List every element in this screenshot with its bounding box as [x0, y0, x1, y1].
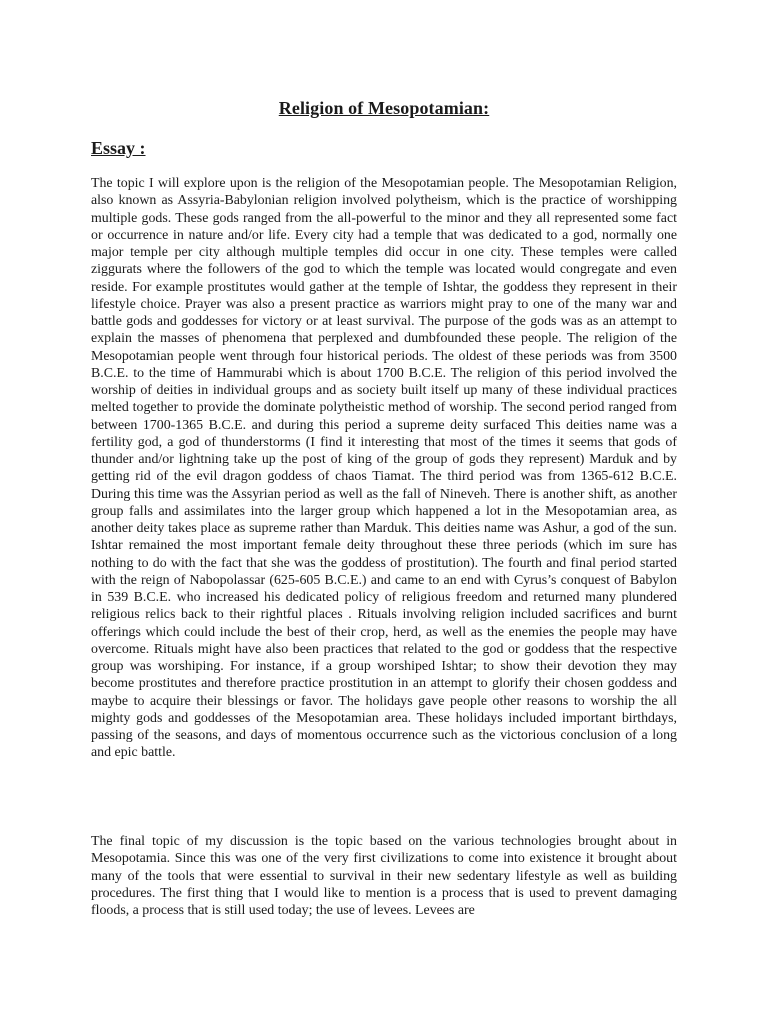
document-title: Religion of Mesopotamian:: [278, 98, 490, 118]
body-paragraph-2: The final topic of my discussion is the topic based on the various technologies brought about in Mesopotamia. Since this was one of the very first civilizations to come into existence it brought about many of the tools that were essential to survival in their new sedentary lifestyle as well as building procedures. The first thing that I would like to mention is a process that is used to prevent damaging floods, a process that is still used today; the use of levees. Levees are: [91, 834, 677, 918]
body-paragraph-1: The topic I will explore upon is the religion of the Mesopotamian people. The Mesopotamian Religion, also known as Assyria-Babylonian religion involved polytheism, which is the practice of worshipping multiple gods. These gods ranged from the all-powerful to the minor and they all represented some fact or occurrence in nature and/or life. Every city had a temple that was dedicated to a god, normally one major temple per city although multiple temples did occur in one city. These temples were called ziggurats where the followers of the god to which the temple was located would congregate and even reside. For example prostitutes would gather at the temple of Ishtar, the goddess they represent in their lifestyle choice. Prayer was also a present practice as warriors might pray to one of the many war and battle gods and goddesses for victory or at least survival. The purpose of the gods was as an attempt to explain the masses of phenomena that perplexed and dumbfounded these people. The religion of the Mesopotamian people went through four historical periods. The oldest of these periods was from 3500 B.C.E. to the time of Hammurabi which is about 1700 B.C.E. The religion of this period involved the worship of deities in individual groups and as society built itself up many of these individual practices melted together to provide the dominate polytheistic method of worship. The second period ranged from between 1700-1365 B.C.E. and during this period a supreme deity surfaced This deities name was a fertility god, a god of thunderstorms (I find it interesting that most of the times it seems that gods of thunder and/or lightning take up the post of king of the group of gods they represent) Marduk and by getting rid of the evil dragon goddess of chaos Tiamat. The third period was from 1365-612 B.C.E. During this time was the Assyrian period as well as the fall of Nineveh. There is another shift, as another group falls and assimilates into the larger group which happened a lot in the Mesopotamian area, as another deity takes place as supreme rather than Marduk. This deities name was Ashur, a god of the sun. Ishtar remained the most important female deity throughout these three periods (which im sure has nothing to do with the fact that she was the goddess of prostitution). The fourth and final period started with the reign of Nabopolassar (625-605 B.C.E.) and came to an end with Cyrus’s conquest of Babylon in 539 B.C.E. who increased his dedicated policy of religious freedom and returned many plundered religious relics back to their rightful places . Rituals involving religion included sacrifices and burnt offerings which could include the best of their crop, herd, as well as the enemies the people may have overcome. Rituals might have also been practices that related to the god or goddess that the respective group was worshiping. For instance, if a group worshiped Ishtar; to show their devotion they may become prostitutes and therefore practice prostitution in an attempt to glorify their chosen goddess and maybe to acquire their blessings or favor. The holidays gave people other reasons to worship the all mighty gods and goddesses of the Mesopotamian area. These holidays included important birthdays, passing of the seasons, and days of momentous occurrence such as the victorious conclusion of a long and epic battle.: [91, 176, 677, 761]
section-label: Essay :: [91, 138, 146, 158]
